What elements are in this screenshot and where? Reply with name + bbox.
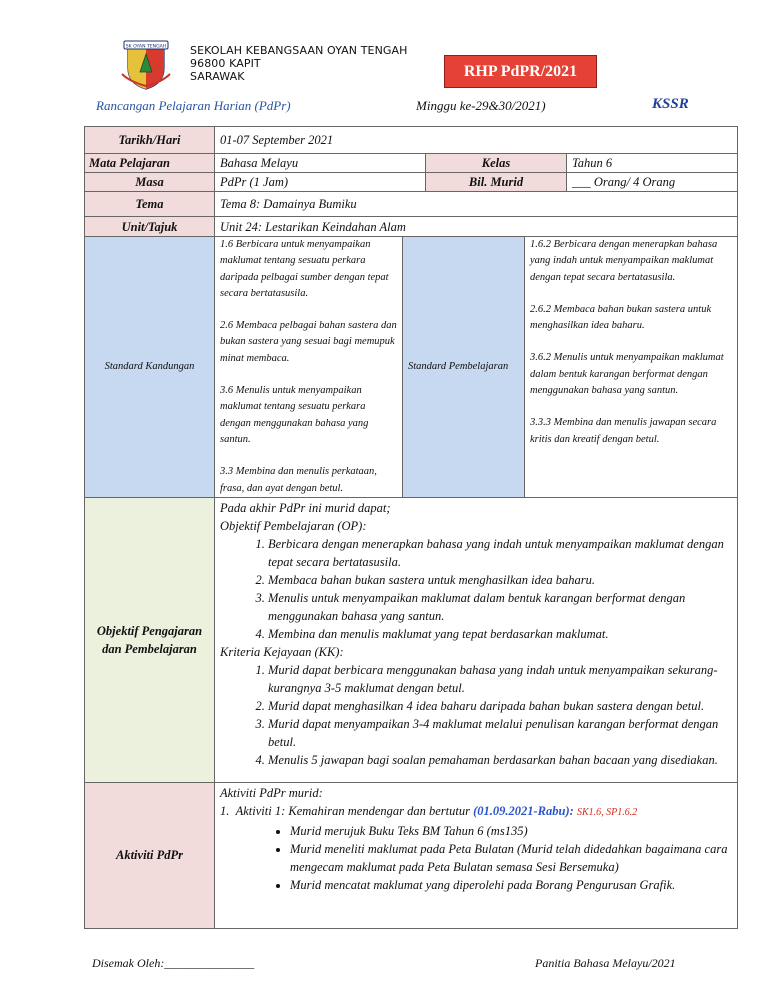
row-mata-pelajaran: [85, 154, 738, 173]
standard-kandungan-item: 3.6 Menulis untuk menyampaikan maklumat tentang sesuatu perkara dengan menggunakan bahasa yang santun.: [220, 385, 369, 445]
aktiviti-intro: Aktiviti PdPr murid:: [220, 785, 323, 800]
standard-pembelajaran-item: 2.6.2 Membaca bahan bukan sastera untuk menghasilkan idea baharu.: [530, 303, 712, 332]
mata-pelajaran-label: Mata Pelajaran: [85, 154, 215, 173]
footer-checked-by: Disemak Oleh:_______________: [92, 956, 255, 970]
aktiviti-item-codes: SK1.6, SP1.6.2: [576, 806, 638, 818]
kk-item: 2. Murid dapat menghasilkan 4 idea baharu daripada bahan bukan sastera dengan betul.: [268, 697, 732, 715]
standard-pembelajaran-item: 1.6.2 Berbicara dengan menerapkan bahasa yang indah untuk menyampaikan maklumat dengan tepat secara bertatasusila.: [530, 239, 718, 283]
standard-kandungan-label: Standard Kandungan: [85, 237, 215, 498]
unit-label: Unit/Tajuk: [85, 217, 215, 237]
tarikh-value: 01-07 September 2021: [215, 127, 738, 154]
school-name: SEKOLAH KEBANGSAAN OYAN TENGAH: [190, 44, 408, 57]
row-tarikh: [85, 127, 738, 154]
aktiviti-bullet: • Murid mencatat maklumat yang diperolehi pada Borang Pengurusan Grafik.: [290, 876, 732, 894]
aktiviti-bullet: • Murid merujuk Buku Teks BM Tahun 6 (ms135): [290, 822, 732, 840]
row-standard: [85, 237, 738, 498]
murid-label: Bil. Murid: [426, 173, 567, 192]
school-crest-logo: [120, 38, 172, 90]
standard-kandungan-item: 1.6 Berbicara untuk menyampaikan maklumat tentang sesuatu perkara daripada pelbagai sumber dengan tepat secara bertatasusila.: [220, 239, 389, 299]
op-list: [220, 535, 732, 643]
murid-value: ___ Orang/ 4 Orang: [567, 173, 738, 192]
standard-pembelajaran-item: 3.3.3 Membina dan menulis jawapan secara kritis dan kreatif dengan betul.: [530, 417, 717, 445]
aktiviti-item-title: Aktiviti 1: Kemahiran mendengar dan bertutur: [235, 803, 474, 818]
school-postcode: 96800 KAPIT: [190, 57, 261, 70]
school-state: SARAWAK: [190, 70, 245, 83]
row-tema: [85, 192, 738, 217]
op-item: 1. Berbicara dengan menerapkan bahasa yang indah untuk menyampaikan maklumat dengan tepat secara bertatasusila.: [268, 535, 732, 571]
masa-value: PdPr (1 Jam): [215, 173, 426, 192]
row-masa: [85, 173, 738, 192]
standard-pembelajaran-item: 3.6.2 Menulis untuk menyampaikan maklumat dalam bentuk karangan berformat dengan menggunakan bahasa yang santun.: [530, 352, 724, 397]
standard-kandungan-list: [215, 237, 403, 498]
op-item: 3. Menulis untuk menyampaikan maklumat dalam bentuk karangan berformat dengan menggunakan bahasa yang santun.: [268, 589, 732, 625]
objektif-content: [215, 497, 738, 782]
standard-pembelajaran-list: [525, 237, 738, 498]
kk-item: 3. Murid dapat menyampaikan 3-4 maklumat melalui penulisan karangan berformat dengan betul.: [268, 715, 732, 751]
aktiviti-item-number: 1.: [220, 803, 230, 818]
tema-label: Tema: [85, 192, 215, 217]
unit-value: Unit 24: Lestarikan Keindahan Alam: [215, 217, 738, 237]
objektif-intro: Pada akhir PdPr ini murid dapat;: [220, 500, 391, 515]
op-item: 2. Membaca bahan bukan sastera untuk menghasilkan idea baharu.: [268, 571, 732, 589]
kk-title: Kriteria Kejayaan (KK):: [220, 644, 344, 659]
aktiviti-item-date: (01.09.2021-Rabu):: [473, 803, 574, 818]
standard-pembelajaran-label: Standard Pembelajaran: [403, 237, 525, 498]
kk-item: 4. Menulis 5 jawapan bagi soalan pemahaman berdasarkan bahan bacaan yang disediakan.: [268, 751, 732, 769]
op-title: Objektif Pembelajaran (OP):: [220, 518, 367, 533]
kelas-value: Tahun 6: [567, 154, 738, 173]
tarikh-label: Tarikh/Hari: [85, 127, 215, 154]
aktiviti-bullet: • Murid meneliti maklumat pada Peta Bulatan (Murid telah didedahkan bagaimana cara mengecam maklumat pada Peta Bulatan semasa Sesi Bersemuka): [290, 840, 732, 876]
mata-pelajaran-value: Bahasa Melayu: [215, 154, 426, 173]
aktiviti-label: Aktiviti PdPr: [85, 782, 215, 928]
standard-kandungan-item: 3.3 Membina dan menulis perkataan, frasa, dan ayat dengan betul.: [220, 466, 377, 494]
footer-panel: Panitia Bahasa Melayu/2021: [535, 956, 676, 970]
tema-value: Tema 8: Damainya Bumiku: [215, 192, 738, 217]
plan-title: Rancangan Pelajaran Harian (PdPr): [96, 98, 291, 113]
week-label: Minggu ke-29&30/2021): [416, 98, 546, 113]
masa-label: Masa: [85, 173, 215, 192]
lesson-plan-table: [84, 126, 738, 929]
kk-item: 1. Murid dapat berbicara menggunakan bahasa yang indah untuk menyampaikan sekurang-kurangnya 3-5 maklumat dengan betul.: [268, 661, 732, 697]
kssr-label: KSSR: [652, 96, 689, 112]
standard-kandungan-item: 2.6 Membaca pelbagai bahan sastera dan bukan sastera yang sesuai bagi memupuk minat membaca.: [220, 320, 397, 364]
objektif-label: Objektif Pengajaran dan Pembelajaran: [85, 497, 215, 782]
row-unit: [85, 217, 738, 237]
logo-text: SK OYAN TENGAH: [125, 44, 167, 50]
aktiviti-content: [215, 782, 738, 928]
school-address: [190, 44, 408, 83]
kk-list: [220, 661, 732, 769]
aktiviti-item: [220, 802, 732, 822]
op-item: 4. Membina dan menulis maklumat yang tepat berdasarkan maklumat.: [268, 625, 732, 643]
row-aktiviti: [85, 782, 738, 928]
row-objektif: [85, 497, 738, 782]
kelas-label: Kelas: [426, 154, 567, 173]
rhp-badge: RHP PdPR/2021: [444, 55, 597, 88]
aktiviti-bullets: [220, 822, 732, 894]
